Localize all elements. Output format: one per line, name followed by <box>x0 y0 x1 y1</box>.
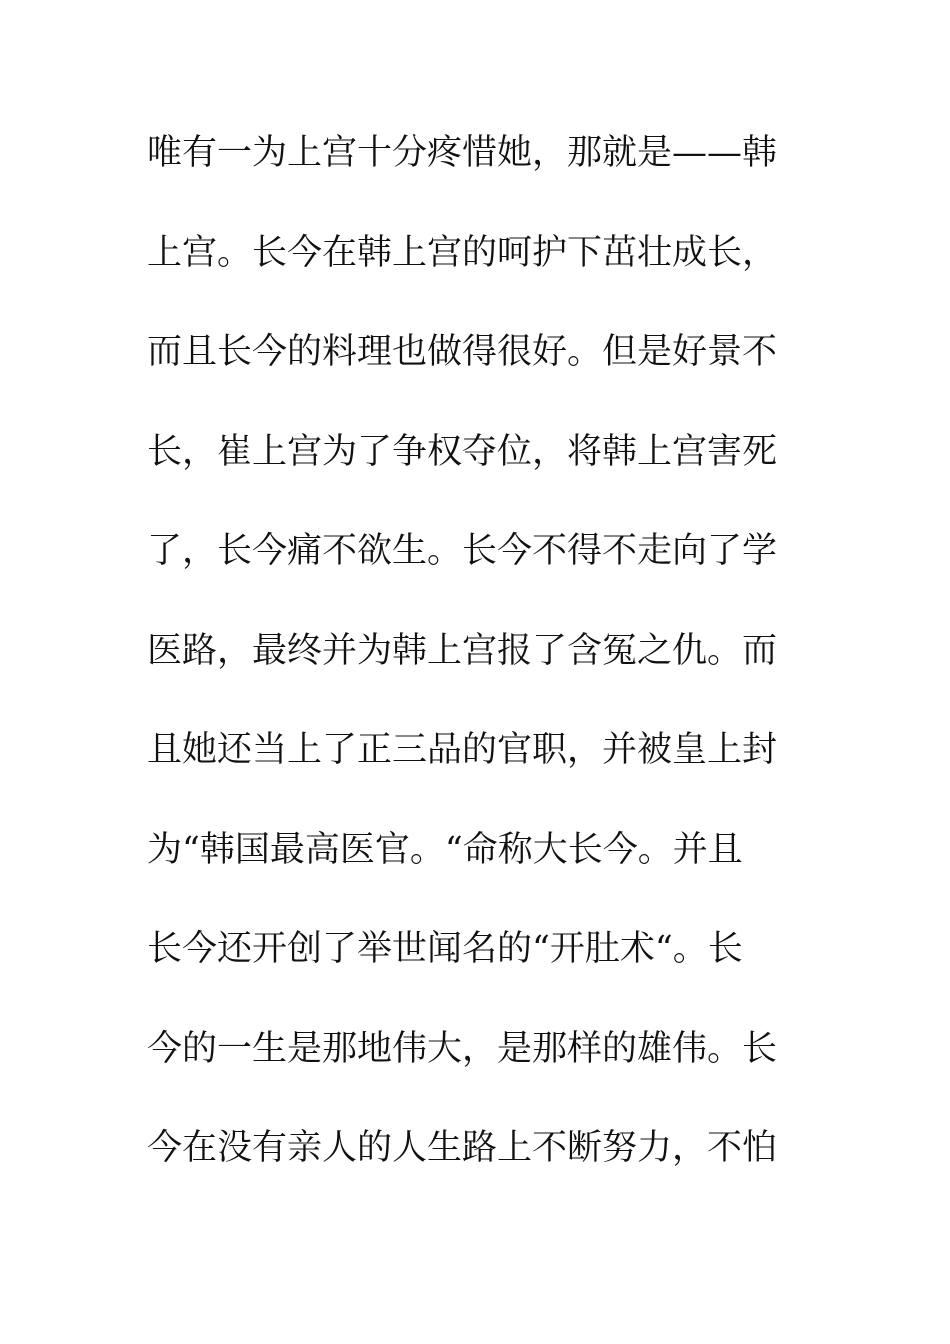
text-line: 唯有一为上宫十分疼惜她，那就是——韩 <box>147 133 778 173</box>
text-line: 上宫。长今在韩上宫的呵护下茁壮成长， <box>147 232 778 273</box>
body-text <box>147 127 787 1222</box>
text-line: 而且长今的料理也做得很好。但是好景不 <box>147 332 778 372</box>
text-line: 今的一生是那地伟大，是那样的雄伟。长 <box>147 1028 778 1069</box>
text-line: 长今还开创了举世闻名的“开肚术“。长 <box>147 929 743 969</box>
text-line: 为“韩国最高医官。“命称大长今。并且 <box>147 829 743 870</box>
text-line: 今在没有亲人的人生路上不断努力，不怕 <box>147 1128 778 1168</box>
text-line: 医路，最终并为韩上宫报了含冤之仇。而 <box>147 630 778 671</box>
text-line: 且她还当上了正三品的官职，并被皇上封 <box>147 730 778 770</box>
text-line: 了，长今痛不欲生。长今不得不走向了学 <box>147 531 778 571</box>
text-line: 长，崔上宫为了争权夺位，将韩上宫害死 <box>147 431 778 472</box>
